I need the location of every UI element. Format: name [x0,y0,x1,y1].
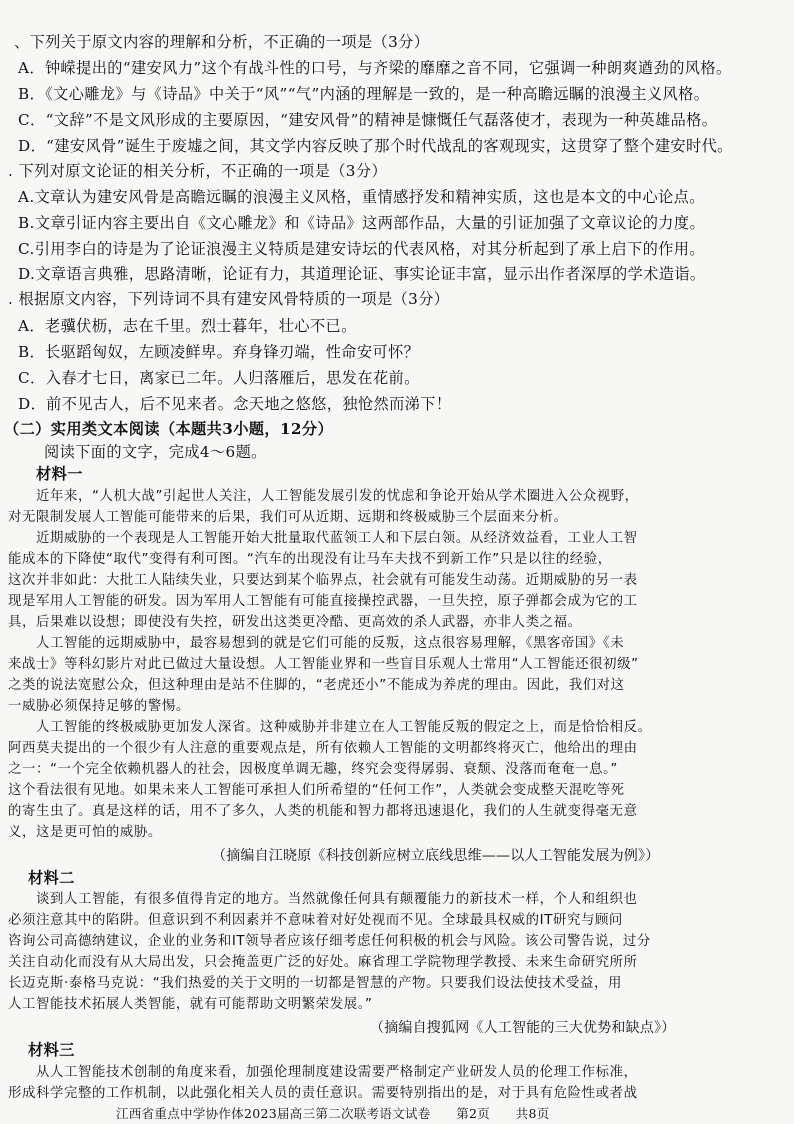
text-line: C．“文辞”不是文风形成的主要原因，“建安风骨”的精神是慷慨任气磊落使才，表现为一种英雄品格。 [18,111,718,129]
text-line: 江西省重点中学协作体2023届高三第二次联考语文试卷 第2页 共8页 [116,1106,550,1121]
text-line: B．《文心雕龙》与《诗品》中关于“风”“气”内涵的理解是一致的，是一种高瞻远瞩的浪漫主义风格。 [18,85,710,103]
text-line: C.引用李白的诗是为了论证浪漫主义特质是建安诗坛的代表风格，对其分析起到了承上启下的作用。 [18,240,705,258]
text-line: D.文章语言典雅，思路清晰，论证有力，其道理论证、事实论证丰富，显示出作者深厚的学术造诣。 [18,265,706,283]
text-line: 从人工智能技术创制的角度来看，加强伦理制度建设需要严格制定产业研发人员的伦理工作标准， [36,1065,638,1080]
text-line: 人工智能的远期威胁中，最容易想到的就是它们可能的反叛，这点很容易理解，《黑客帝国》《未 [36,636,625,651]
text-line: 人工智能技术拓展人类智能，就有可能帮助文明繁荣发展。” [8,997,373,1012]
text-line: 具，后果难以设想；即使没有失控，研发出这类更冷酷、更高效的杀人武器，亦非人类之福。 [8,615,582,630]
text-line: 现是军用人工智能的研发。因为军用人工智能有可能直接操控武器，一旦失控，原子弹都会成为它的工 [8,594,638,609]
text-line: 长迈克斯·泰格马克说：“我们热爱的关于文明的一切都是智慧的产物。只要我们设法使技术受益，用 [8,976,622,991]
text-line: （二）实用类文本阅读（本题共3小题，12分） [4,420,334,438]
text-line: 一威胁必须保持足够的警惕。 [8,699,190,714]
text-line: 这个看法很有见地。如果未来人工智能可承担人们所希望的“任何工作”，人类就会变成整天混吃等死 [8,783,625,798]
text-line: 对无限制发展人工智能可能带来的后果，我们可从近期、远期和终极威胁三个层面来分析。 [8,510,568,525]
text-line: 必须注意其中的陷阱。但意识到不利因素并不意味着对好处视而不见。全球最具权威的IT研究与顾问 [8,913,623,928]
text-line: 关注自动化而没有从大局出发，只会掩盖更广泛的好处。麻省理工学院物理学教授、未来生命研究所所 [8,955,638,970]
text-line: 来战士》等科幻影片对此已做过大量设想。人工智能业界和一些盲目乐观人士常用“人工智能还很初级” [8,657,639,672]
text-line: . 下列对原文论证的相关分析，不正确的一项是（3分） [8,162,388,180]
text-line: 材料三 [28,1041,75,1059]
text-line: 材料一 [36,465,83,483]
text-line: 形成科学完整的工作机制，以此强化相关人员的责任意识。需要特别指出的是，对于具有危险性或者战 [8,1086,638,1101]
text-line: B.文章引证内容主要出自《文心雕龙》和《诗品》这两部作品，大量的引证加强了文章议论的力度。 [18,214,706,232]
text-line: D．“建安风骨”诞生于废墟之间，其文学内容反映了那个时代战乱的客观现实，这贯穿了整个建安时代。 [18,137,733,155]
text-line: 人工智能的终极威胁更加发人深省。这种威胁并非建立在人工智能反叛的假定之上，而是恰恰相反。 [36,720,652,735]
text-line: A.文章认为建安风骨是高瞻远瞩的浪漫主义风格，重情感抒发和精神实质，这也是本文的中心论点。 [18,188,705,206]
text-line: 的寄生虫了。真是这样的话，用不了多久，人类的机能和智力都将迅速退化，我们的人生就变得毫无意 [8,804,638,819]
text-line: （摘编自搜狐网《人工智能的三大优势和缺点》） [370,1020,676,1036]
text-line: 这次并非如此：大批工人陆续失业，只要达到某个临界点，社会就有可能发生动荡。近期威胁的另一表 [8,573,638,588]
text-line: 之类的说法宽慰公众，但这种理由是站不住脚的，“老虎还小”不能成为养虎的理由。因此，我们对这 [8,678,625,693]
text-line: （摘编自江晓原《科技创新应树立底线思维——以人工智能发展为例》） [212,848,660,864]
text-line: 阅读下面的文字，完成4～6题。 [44,443,267,461]
text-line: 阿西莫夫提出的一个很少有人注意的重要观点是，所有依赖人工智能的文明都终将灭亡，他给出的理由 [8,741,638,756]
text-line: . 根据原文内容，下列诗词不具有建安风骨特质的一项是（3分） [8,290,450,308]
text-line: 咨询公司高德纳建议，企业的业务和IT领导者应该仔细考虑任何积极的机会与风险。该公司警告说，过分 [8,934,651,949]
text-line: 谈到人工智能，有很多值得肯定的地方。当然就像任何具有颠覆能力的新技术一样，个人和组织也 [36,892,638,907]
text-line: A．钟嵘提出的“建安风力”这个有战斗性的口号，与齐梁的靡靡之音不同，它强调一种朗爽遒劲的风格。 [18,59,732,77]
text-line: D．前不见古人，后不见来者。念天地之悠悠，独怆然而涕下！ [18,395,452,413]
text-line: 、下列关于原文内容的理解和分析，不正确的一项是（3分） [14,33,430,51]
text-line: 近年来，“人机大战”引起世人关注，人工智能发展引发的忧虑和争论开始从学术圈进入公众视野， [36,489,639,504]
text-line: 能成本的下降使“取代”变得有利可图。“汽车的出现没有让马车夫找不到新工作”只是以往的经验， [8,552,612,567]
text-line: 近期威胁的一个表现是人工智能开始大批量取代蓝领工人和下层白领。从经济效益看，工业人工智 [36,531,638,546]
text-line: 材料二 [28,869,75,887]
text-line: 之一：“一个完全依赖机器人的社会，因极度单调无趣，终究会变得孱弱、衰颓、没落而奄奄一息。” [8,762,618,777]
text-line: 义，这是更可怕的威胁。 [8,825,162,840]
text-line: B．长驱蹈匈奴，左顾凌鲜卑。弃身锋刃端，性命安可怀？ [18,343,420,361]
text-line: C．入春才七日，离家已二年。人归落雁后，思发在花前。 [18,369,420,387]
text-line: A．老骥伏枥，志在千里。烈士暮年，壮心不已。 [18,317,357,335]
